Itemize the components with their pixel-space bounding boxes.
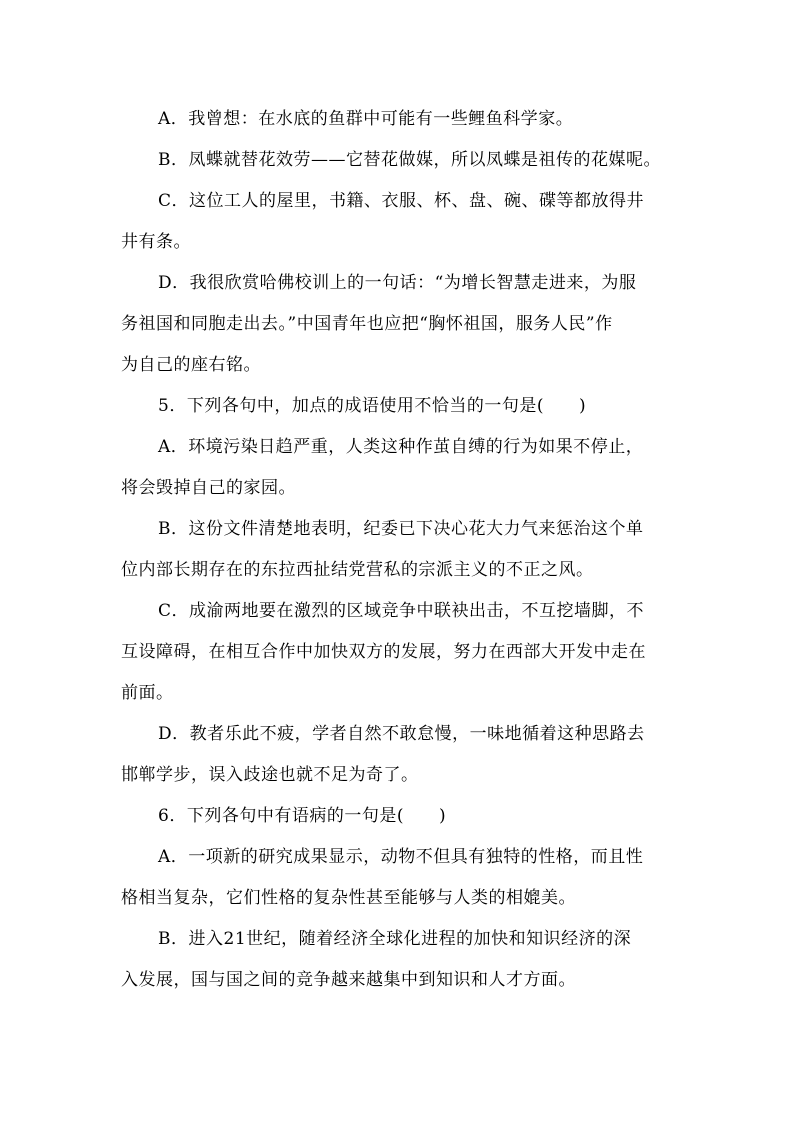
option-d-line-1: D．我很欣赏哈佛校训上的一句话：“为增长智慧走进来，为服 xyxy=(158,273,637,293)
option-c-line-1: C．这位工人的屋里，书籍、衣服、杯、盘、碗、碟等都放得井 xyxy=(158,191,645,211)
question-6-stem: 6．下列各句中有语病的一句是( ) xyxy=(158,806,447,826)
q5-option-c-line-3: 前面。 xyxy=(121,683,174,703)
q5-option-d-line-2: 邯郸学步，误入歧途也就不足为奇了。 xyxy=(121,765,419,785)
option-b-line-1: B．凤蝶就替花效劳——它替花做媒，所以凤蝶是祖传的花媒呢。 xyxy=(158,150,661,170)
option-d-line-2: 务祖国和同胞走出去。”中国青年也应把“胸怀祖国，服务人民”作 xyxy=(121,314,613,334)
q5-option-b-line-1: B．这份文件清楚地表明，纪委已下决心花大力气来惩治这个单 xyxy=(158,519,644,539)
q5-option-d-line-1: D．教者乐此不疲，学者自然不敢怠慢，一味地循着这种思路去 xyxy=(158,724,645,744)
option-c-line-2: 井有条。 xyxy=(121,232,191,252)
option-d-line-3: 为自己的座右铭。 xyxy=(121,355,261,375)
q5-option-a-line-2: 将会毁掉自己的家园。 xyxy=(121,478,296,498)
q6-option-a-line-2: 格相当复杂，它们性格的复杂性甚至能够与人类的相媲美。 xyxy=(121,888,576,908)
question-5-stem: 5．下列各句中，加点的成语使用不恰当的一句是( ) xyxy=(158,396,587,416)
q6-option-b-line-2: 入发展，国与国之间的竞争越来越集中到知识和人才方面。 xyxy=(121,970,576,990)
q5-option-c-line-2: 互设障碍，在相互合作中加快双方的发展，努力在西部大开发中走在 xyxy=(121,642,646,662)
q6-option-a-line-1: A．一项新的研究成果显示，动物不但具有独特的性格，而且性 xyxy=(158,847,644,867)
q5-option-a-line-1: A．环境污染日趋严重，人类这种作茧自缚的行为如果不停止， xyxy=(158,437,644,457)
option-a-line-1: A．我曾想：在水底的鱼群中可能有一些鲤鱼科学家。 xyxy=(158,109,574,129)
q5-option-c-line-1: C．成渝两地要在激烈的区域竞争中联袂出击，不互挖墙脚，不 xyxy=(158,601,645,621)
q6-option-b-line-1: B．进入21世纪，随着经济全球化进程的加快和知识经济的深 xyxy=(158,929,632,949)
q5-option-b-line-2: 位内部长期存在的东拉西扯结党营私的宗派主义的不正之风。 xyxy=(121,560,594,580)
